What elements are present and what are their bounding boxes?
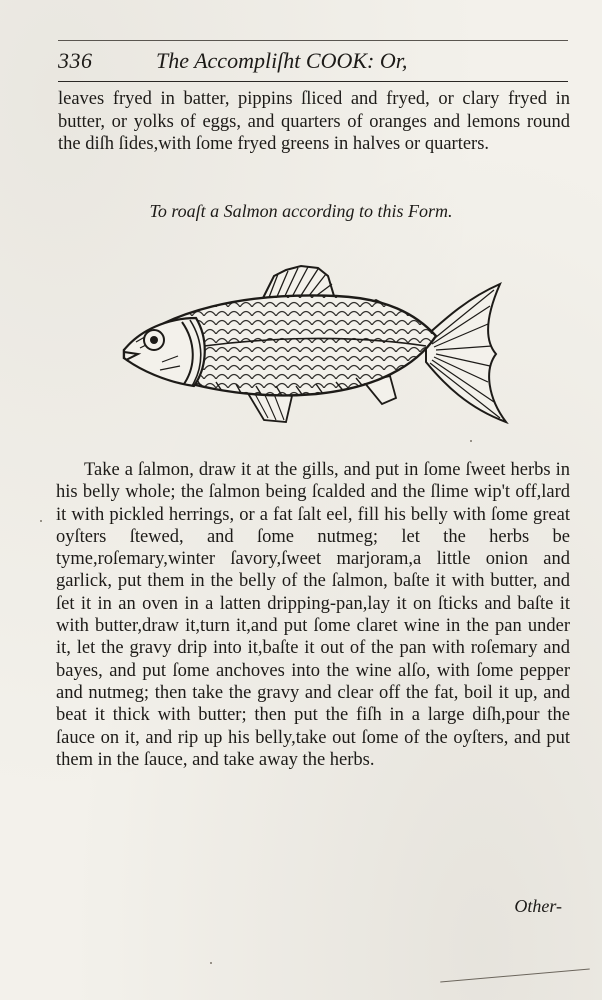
top-rule [58,40,568,41]
salmon-woodcut-icon [96,262,536,428]
running-head: The Accompliſht COOK: Or, [156,48,408,73]
page-number: 336 [58,48,93,73]
decorative-rule [440,968,590,982]
catchword: Other- [514,896,562,916]
continuation-paragraph: leaves fryed in batter, pippins ſliced and fryed, or clary fryed in butter, or yolks of eggs, and quarters of oranges and lemons round the diſh ſides,with ſome fryed greens in halves or quarters. [58,89,570,154]
page-header [58,40,568,86]
paper-speck [40,520,42,522]
paper-speck [210,962,212,964]
paper-speck [470,440,472,442]
recipe-body: Take a ſalmon, draw it at the gills, and put in ſome ſweet herbs in his belly whole; the ſalmon being ſcalded and the ſlime wip't off,lard it with pickled herrings, or a fat ſalt eel, fill his belly with ſome great oyſters ſtewed, and ſome nutmeg; let the herbs be tyme,roſemary,winter ſavory,ſweet marjoram,a little onion and garlick, put them in the belly of the ſalmon, baſte it with butter, and ſet it in an oven in a latten dripping-pan,lay it on ſticks and baſte it with butter,draw it,turn it,and put ſome claret wine in the pan under it, let the gravy drip into it,baſte it out of the pan with roſemary and bayes, and put ſome anchoves into the wine alſo, with ſome pepper and nutmeg; then take the gravy and clear off the fat, boil it up, and beat it thick with butter; then put the fiſh in a large diſh,pour the ſauce on it, and rip up his belly,take out ſome of the oyſters, and put them in the ſauce, and take away the herbs. [56,460,570,770]
recipe-title: To roaſt a Salmon according to this Form. [149,201,453,221]
header-rule [58,81,568,82]
